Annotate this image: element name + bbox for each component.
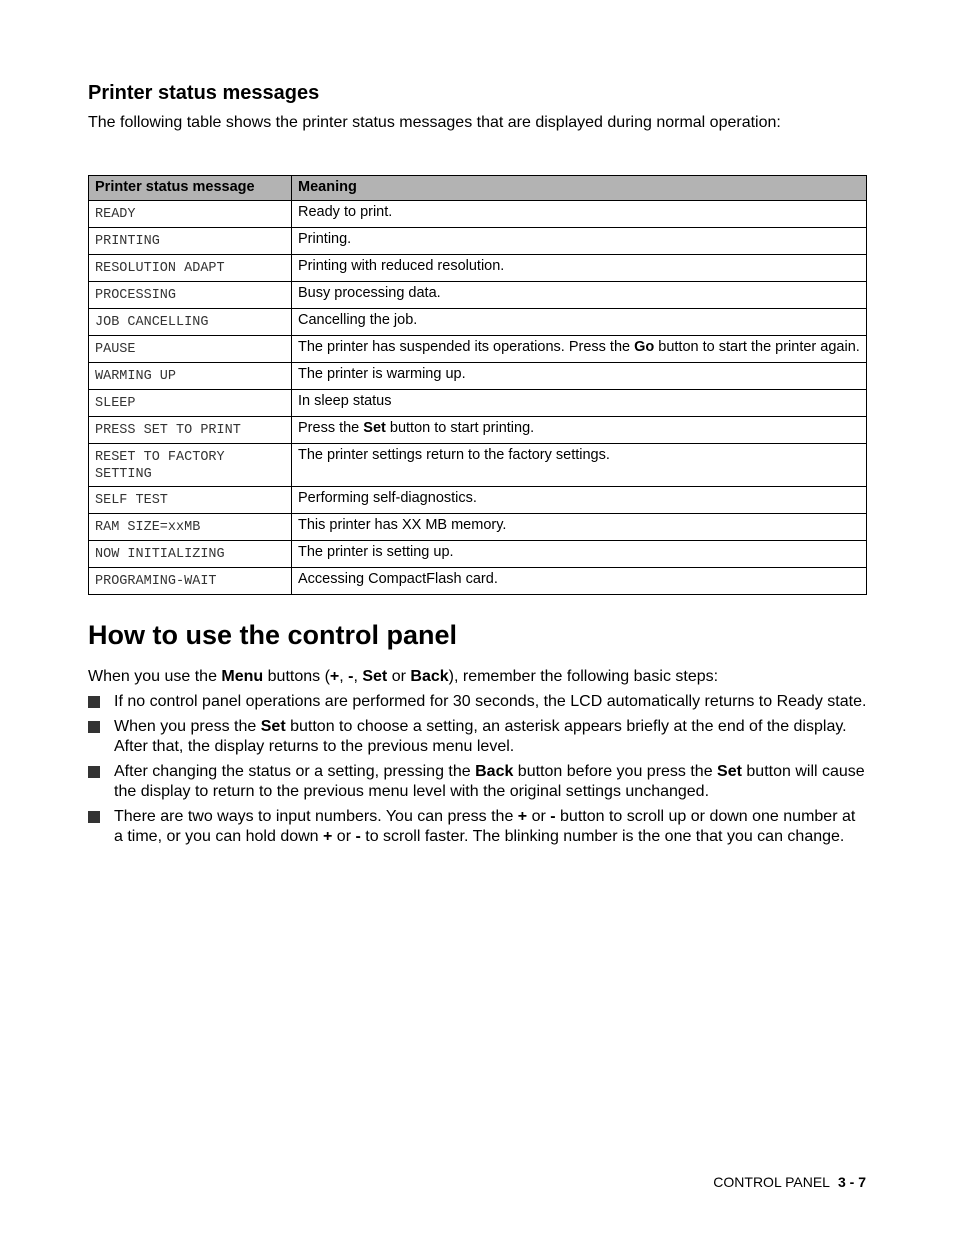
- status-message: PRINTING: [89, 228, 292, 255]
- table-row: [89, 487, 867, 514]
- table-row: [89, 363, 867, 390]
- control-panel-title: How to use the control panel: [88, 620, 458, 650]
- status-meaning: Printing with reduced resolution.: [292, 255, 867, 282]
- list-item: [88, 807, 868, 848]
- intro-part: buttons (: [263, 668, 330, 685]
- table-row: [89, 255, 867, 282]
- header-meaning: Meaning: [292, 176, 867, 201]
- status-meaning: Busy processing data.: [292, 282, 867, 309]
- page-footer: [713, 1174, 866, 1190]
- set-button-label: Set: [363, 420, 386, 436]
- step-bold: Back: [475, 762, 514, 780]
- intro-part: ,: [353, 668, 363, 685]
- table-row: [89, 514, 867, 541]
- step-bold: -: [355, 828, 361, 845]
- intro-bold: Back: [410, 668, 449, 685]
- list-item: [88, 692, 868, 713]
- status-message: READY: [89, 201, 292, 228]
- intro-part: ), remember the following basic steps:: [448, 668, 719, 685]
- status-meaning: Ready to print.: [292, 201, 867, 228]
- intro-bold: +: [329, 668, 340, 685]
- step-text: There are two ways to input numbers. You can press the: [114, 807, 518, 825]
- status-message: PROCESSING: [89, 282, 292, 309]
- table-row: [89, 390, 867, 417]
- table-row: [89, 201, 867, 228]
- step-text: After changing the status or a setting, pressing the: [114, 762, 476, 780]
- step-bold: Set: [717, 762, 742, 780]
- intro-part: When you use the: [88, 668, 222, 685]
- status-message: WARMING UP: [89, 363, 292, 390]
- table-row: [89, 282, 867, 309]
- step-bold: Set: [260, 717, 286, 735]
- step-text: button to choose a setting, an asterisk appears briefly at the end of the display. After that, the display returns to the previous menu level.: [114, 717, 847, 755]
- header-message: Printer status message: [89, 176, 292, 201]
- intro-bold: Menu: [221, 668, 264, 685]
- status-message: JOB CANCELLING: [89, 309, 292, 336]
- table-header-row: [89, 176, 867, 201]
- step-text: When you press the: [114, 717, 261, 735]
- table-row: [89, 336, 867, 363]
- status-meaning: The printer is warming up.: [292, 363, 867, 390]
- status-meaning: [292, 417, 867, 444]
- table-row: [89, 444, 867, 487]
- status-message: SLEEP: [89, 390, 292, 417]
- meaning-text: button to start the printer again.: [654, 339, 860, 355]
- status-meaning: Performing self-diagnostics.: [292, 487, 867, 514]
- square-bullet-icon: [88, 811, 100, 823]
- steps-list: [88, 692, 868, 852]
- table-row: [89, 228, 867, 255]
- step-text: button to scroll up or down one number at a time, or you can hold down: [114, 807, 856, 845]
- status-message: PRESS SET TO PRINT: [89, 417, 292, 444]
- footer-section: CONTROL PANEL: [713, 1174, 830, 1190]
- status-table: [88, 175, 867, 595]
- status-meaning: In sleep status: [292, 390, 867, 417]
- status-meaning: This printer has XX MB memory.: [292, 514, 867, 541]
- go-button-label: Go: [634, 339, 655, 355]
- status-message: SELF TEST: [89, 487, 292, 514]
- intro-part: or: [387, 668, 411, 685]
- status-meaning: The printer settings return to the factory settings.: [292, 444, 867, 487]
- list-item: [88, 717, 868, 758]
- status-message: RESET TO FACTORY SETTING: [89, 444, 292, 487]
- step-text: to scroll faster. The blinking number is the one that you can change.: [360, 828, 845, 845]
- status-message: PAUSE: [89, 336, 292, 363]
- square-bullet-icon: [88, 721, 100, 733]
- section-title: Printer status messages: [88, 82, 320, 104]
- table-row: [89, 417, 867, 444]
- status-message: RAM SIZE=xxMB: [89, 514, 292, 541]
- status-meaning: Accessing CompactFlash card.: [292, 568, 867, 595]
- step-bold: +: [323, 828, 333, 845]
- status-message: PROGRAMING-WAIT: [89, 568, 292, 595]
- step-text: or: [332, 828, 356, 845]
- status-message: RESOLUTION ADAPT: [89, 255, 292, 282]
- intro-text: The following table shows the printer status messages that are displayed during normal operation:: [88, 114, 781, 131]
- control-panel-intro: [88, 668, 718, 686]
- status-meaning: [292, 336, 867, 363]
- table-row: [89, 541, 867, 568]
- meaning-text: The printer has suspended its operations. Press the: [298, 339, 635, 355]
- step-text: button will cause the display to return to the previous menu level with the original settings unchanged.: [114, 762, 865, 800]
- status-meaning: Printing.: [292, 228, 867, 255]
- square-bullet-icon: [88, 696, 100, 708]
- meaning-text: Press the: [298, 420, 364, 436]
- step-text: If no control panel operations are performed for 30 seconds, the LCD automatically returns to Ready state.: [114, 693, 867, 710]
- page-number: 3 - 7: [837, 1174, 866, 1190]
- intro-bold: -: [348, 668, 354, 685]
- table-row: [89, 309, 867, 336]
- step-text: button before you press the: [513, 762, 718, 780]
- status-message: NOW INITIALIZING: [89, 541, 292, 568]
- step-bold: +: [517, 807, 528, 825]
- intro-part: ,: [339, 668, 349, 685]
- step-bold: -: [550, 807, 556, 825]
- square-bullet-icon: [88, 766, 100, 778]
- intro-bold: Set: [362, 668, 388, 685]
- step-text: or: [527, 807, 551, 825]
- status-meaning: Cancelling the job.: [292, 309, 867, 336]
- table-row: [89, 568, 867, 595]
- meaning-text: button to start printing.: [385, 420, 535, 436]
- status-meaning: The printer is setting up.: [292, 541, 867, 568]
- list-item: [88, 762, 868, 803]
